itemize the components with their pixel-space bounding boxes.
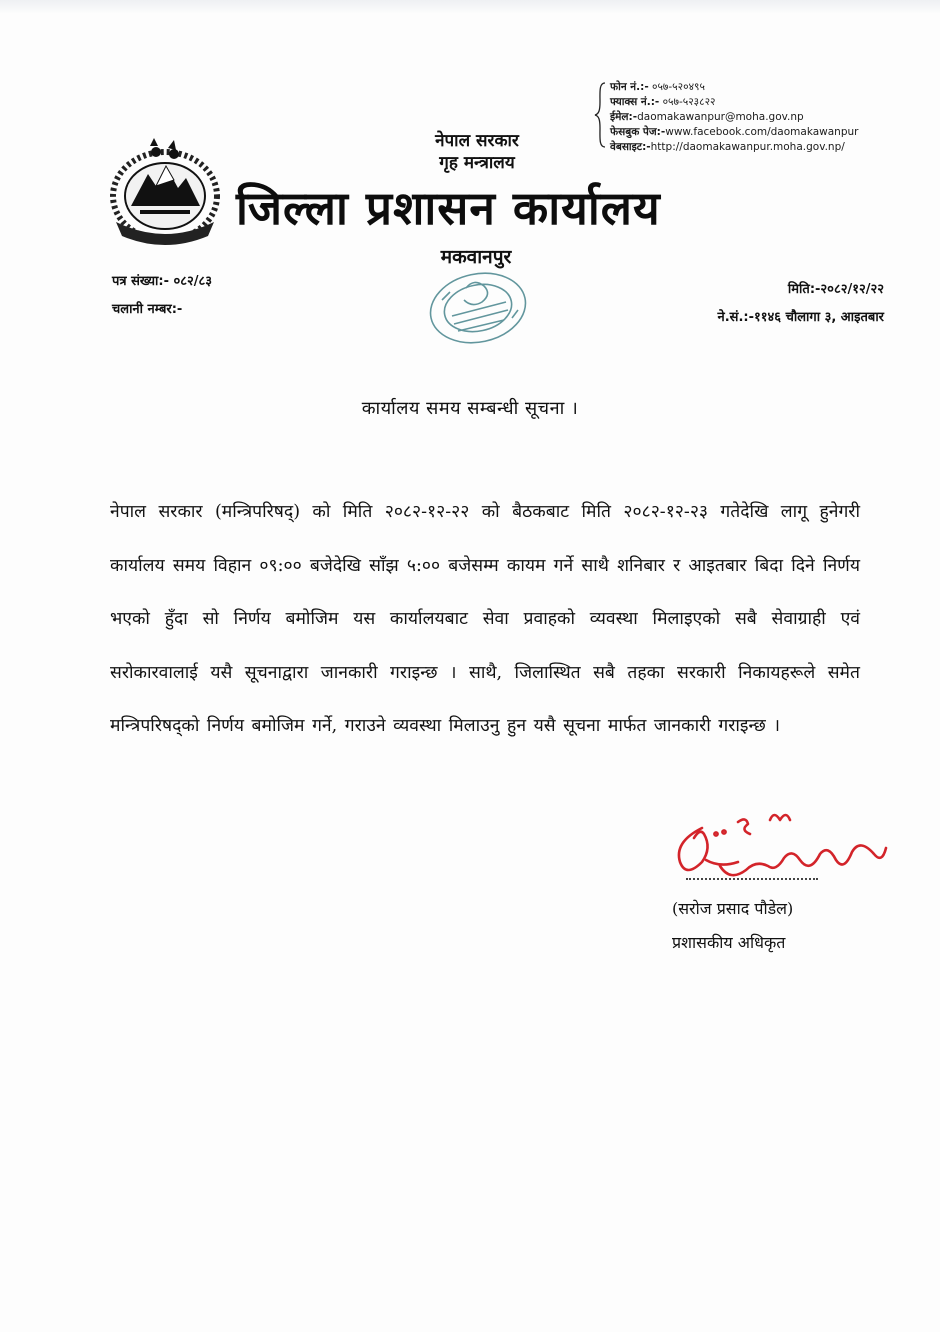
signatory-block xyxy=(672,892,793,960)
dispatch-number: चलानी नम्बर:- xyxy=(112,302,183,317)
signatory-designation: प्रशासकीय अधिकृत xyxy=(672,933,786,952)
scan-edge-shadow xyxy=(0,0,940,14)
office-stamp-icon xyxy=(422,268,534,348)
email-line: ईमेल:-daomakawanpur@moha.gov.np xyxy=(610,111,804,123)
handwritten-signature xyxy=(660,808,900,888)
letter-meta-left xyxy=(112,268,212,324)
nepal-sambat-date: ने.सं.:-११४६ चौलागा ३, आइतबार xyxy=(717,310,884,325)
letter-number: पत्र संख्या:- ०८२/८३ xyxy=(112,274,213,289)
contact-block xyxy=(610,80,930,155)
signatory-name: (सरोज प्रसाद पौडेल) xyxy=(672,899,794,918)
nepal-emblem-icon xyxy=(104,136,226,250)
fax-line: फ्याक्स नं.:- ०५७-५२३८२२ xyxy=(610,96,716,108)
website-line: वेबसाइट:-http://daomakawanpur.moha.gov.np/ xyxy=(610,141,845,153)
phone-line: फोन नं.:- ०५७-५२०४९५ xyxy=(610,81,705,93)
government-ministry-heading xyxy=(412,130,542,174)
letter-meta-right xyxy=(718,276,884,332)
brace-icon xyxy=(594,82,606,148)
ministry-name: गृह मन्त्रालय xyxy=(439,153,515,173)
district-name: मकवानपुर xyxy=(440,246,512,268)
notice-body: नेपाल सरकार (मन्त्रिपरिषद्) को मिति २०८२-१२-२२ को बैठकबाट मिति २०८२-१२-२३ गतेदेखि लागू हुनेगरी कार्यालय समय विहान ०९:०० बजेदेखि साँझ ५:०० बजेसम्म कायम गर्ने साथै शनिबार र आइतबार बिदा दिने निर्णय भएको हुँदा सो निर्णय बमोजिम यस कार्यालयबाट सेवा प्रवाहको व्यवस्था मिलाइएको सबै सेवाग्राही एवं सरोकारवालाई यसै सूचनाद्वारा जानकारी गराइन्छ । साथै, जिलास्थित सबै तहका सरकारी निकायहरूले समेत मन्त्रिपरिषद्को निर्णय बमोजिम गर्ने, गराउने व्यवस्था मिलाउनु हुन यसै सूचना मार्फत जानकारी गराइन्छ । xyxy=(110,502,860,736)
government-name: नेपाल सरकार xyxy=(435,131,519,151)
office-title: जिल्ला प्रशासन कार्यालय xyxy=(236,181,661,235)
notice-subject: कार्यालय समय सम्बन्धी सूचना । xyxy=(361,398,579,419)
signature-line xyxy=(686,878,818,880)
letter-date: मिति:-२०८२/१२/२२ xyxy=(787,282,884,297)
facebook-line: फेसबुक पेज:-www.facebook.com/daomakawanpur xyxy=(610,126,859,138)
